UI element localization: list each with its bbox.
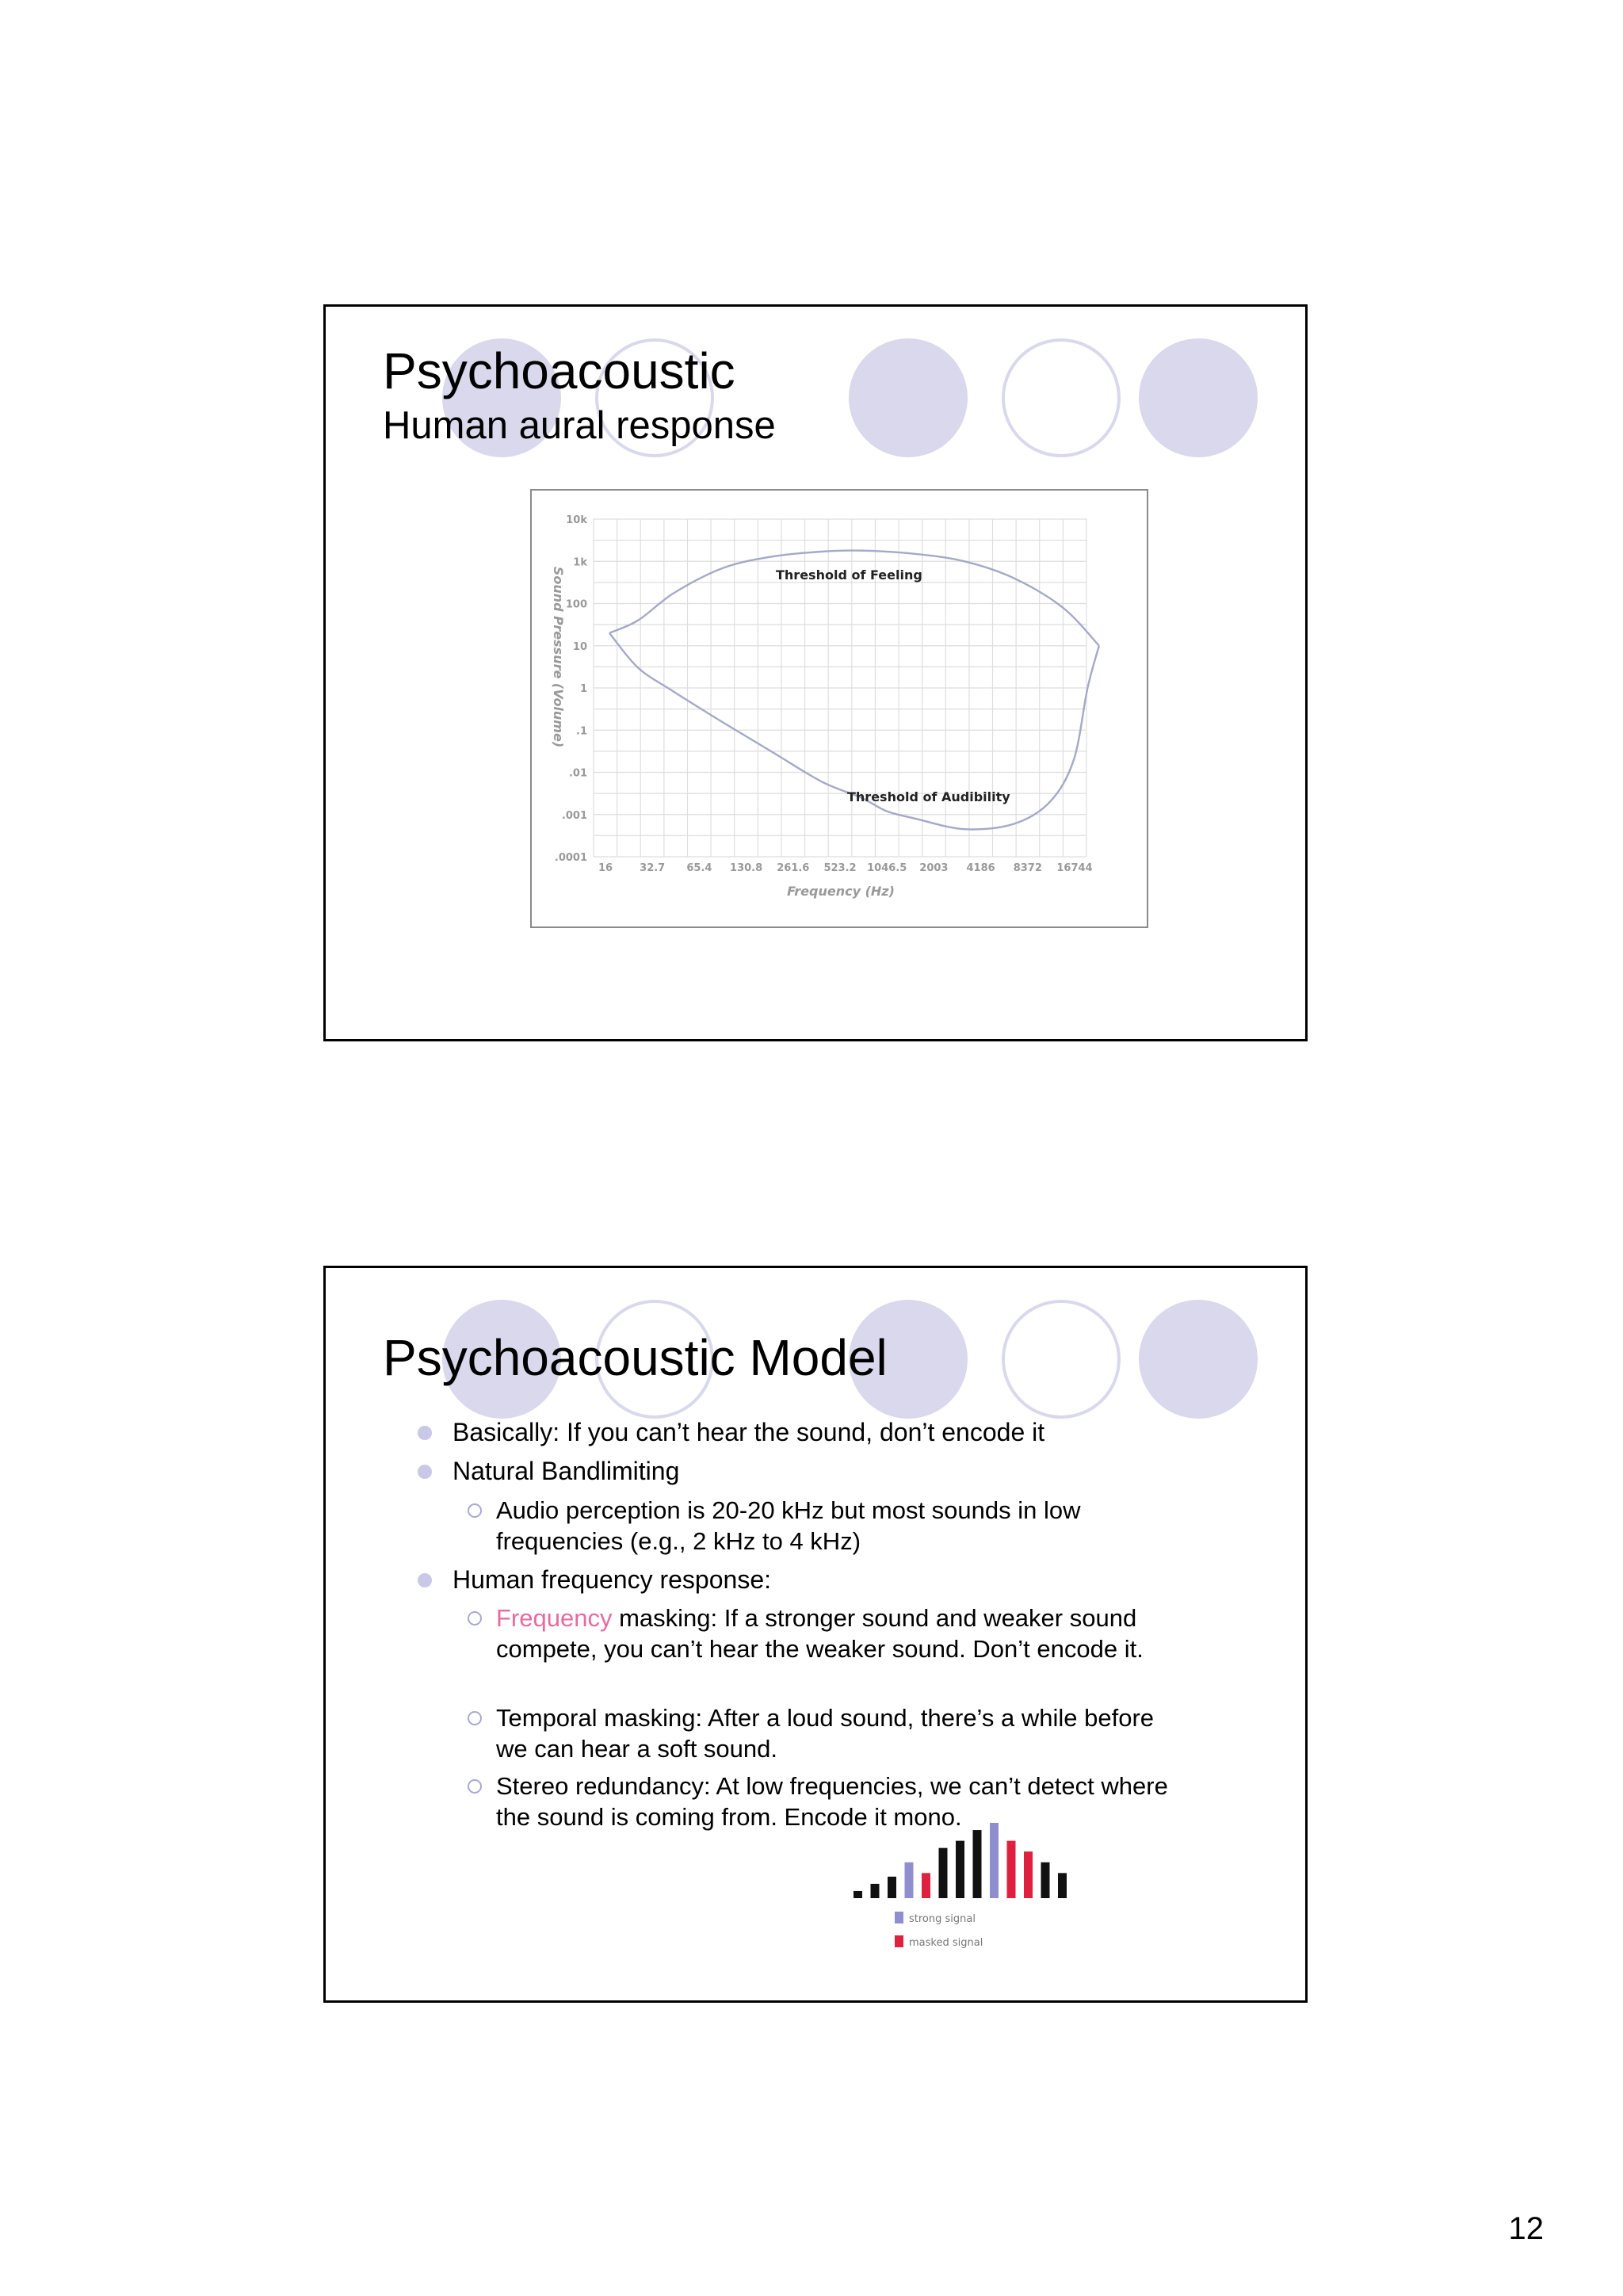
x-tick-label: 65.4: [686, 862, 712, 874]
aural-response-chart: [530, 489, 1148, 928]
y-tick-label: .01: [568, 767, 587, 780]
x-tick-label: 4186: [966, 862, 995, 874]
slide-title: Psychoacoustic Model: [383, 1329, 888, 1386]
y-tick-label: .1: [576, 725, 587, 738]
legend-label: masked signal: [909, 1937, 983, 1949]
bullet-human-frequency-response: Human frequency response:: [453, 1564, 1166, 1595]
y-tick-label: 1: [579, 683, 587, 695]
x-tick-label: 16744: [1056, 862, 1093, 874]
bar-normal: [1041, 1862, 1050, 1898]
legend-label: strong signal: [909, 1913, 976, 1925]
bar-masked: [1024, 1851, 1033, 1898]
threshold-of-feeling-line: [609, 551, 1099, 646]
y-tick-label: 1k: [573, 556, 587, 569]
y-tick-label: 10: [572, 640, 587, 653]
slide-title: Psychoacoustic: [383, 342, 735, 399]
x-tick-label: 16: [598, 862, 613, 874]
slide-psychoacoustic-model: [323, 1266, 1308, 2003]
decor-circle-4: [1002, 338, 1121, 457]
x-axis-label: Frequency (Hz): [787, 884, 895, 899]
bullet-natural-bandlimiting: Natural Bandlimiting: [453, 1456, 1166, 1487]
bar-normal: [1058, 1873, 1067, 1898]
bar-normal: [871, 1884, 880, 1898]
y-tick-label: .0001: [554, 852, 587, 864]
frequency-accent-word: Frequency: [496, 1604, 613, 1632]
legend-swatch: [895, 1912, 903, 1924]
bar-masked: [1007, 1841, 1016, 1898]
legend-swatch: [895, 1935, 903, 1947]
x-tick-label: 2003: [919, 862, 949, 874]
bullet-basically: Basically: If you can’t hear the sound, don’t encode it: [453, 1417, 1166, 1448]
y-tick-label: .001: [561, 809, 587, 822]
bar-normal: [939, 1848, 948, 1898]
sub-bullet-stereo-redundancy: Stereo redundancy: At low frequencies, we can’t detect where the sound is coming from. Encode it mono.: [496, 1771, 1170, 1832]
series-label-feeling: Threshold of Feeling: [776, 567, 922, 583]
slide-psychoacoustic: [323, 304, 1308, 1041]
bar-normal: [956, 1841, 964, 1898]
y-tick-label: 100: [565, 598, 587, 611]
x-tick-label: 1046.5: [867, 862, 907, 874]
bar-masked: [922, 1873, 930, 1898]
bar-normal: [888, 1877, 896, 1898]
decor-circle-5: [1139, 1300, 1258, 1419]
sub-bullet-frequency-masking: [496, 1603, 1170, 1664]
x-tick-label: 130.8: [730, 862, 763, 874]
masking-bar-chart: [841, 1823, 1079, 1981]
series-label-audibility: Threshold of Audibility: [847, 789, 1010, 804]
x-tick-label: 32.7: [640, 862, 666, 874]
aural-response-plot: [532, 491, 1147, 926]
y-tick-label: 10k: [566, 514, 587, 526]
sub-bullet-audio-perception: Audio perception is 20-20 kHz but most sounds in low frequencies (e.g., 2 kHz to 4 kHz): [496, 1495, 1170, 1557]
decor-circle-3: [849, 338, 968, 457]
x-tick-label: 8372: [1013, 862, 1042, 874]
slide-subtitle: Human aural response: [383, 404, 776, 447]
x-tick-labels: [598, 862, 1093, 874]
bar-normal: [973, 1830, 982, 1898]
x-tick-label: 261.6: [777, 862, 810, 874]
masking-figure: [841, 1823, 1079, 1985]
sub-bullet-temporal-masking: Temporal masking: After a loud sound, there’s a while before we can hear a soft sound.: [496, 1702, 1170, 1764]
bar-normal: [854, 1891, 862, 1898]
frequency-masking-text: masking: If a stronger sound and weaker sound compete, you can’t hear the weaker sound. Don’t encode it.: [496, 1604, 1144, 1663]
y-axis-label: Sound Pressure (Volume): [551, 566, 566, 748]
decor-circle-5: [1139, 338, 1258, 457]
page-number: 12: [1508, 2211, 1544, 2246]
decor-circle-4: [1002, 1300, 1121, 1419]
bar-strong: [905, 1862, 914, 1898]
bar-strong: [990, 1823, 999, 1898]
x-tick-label: 523.2: [823, 862, 857, 874]
